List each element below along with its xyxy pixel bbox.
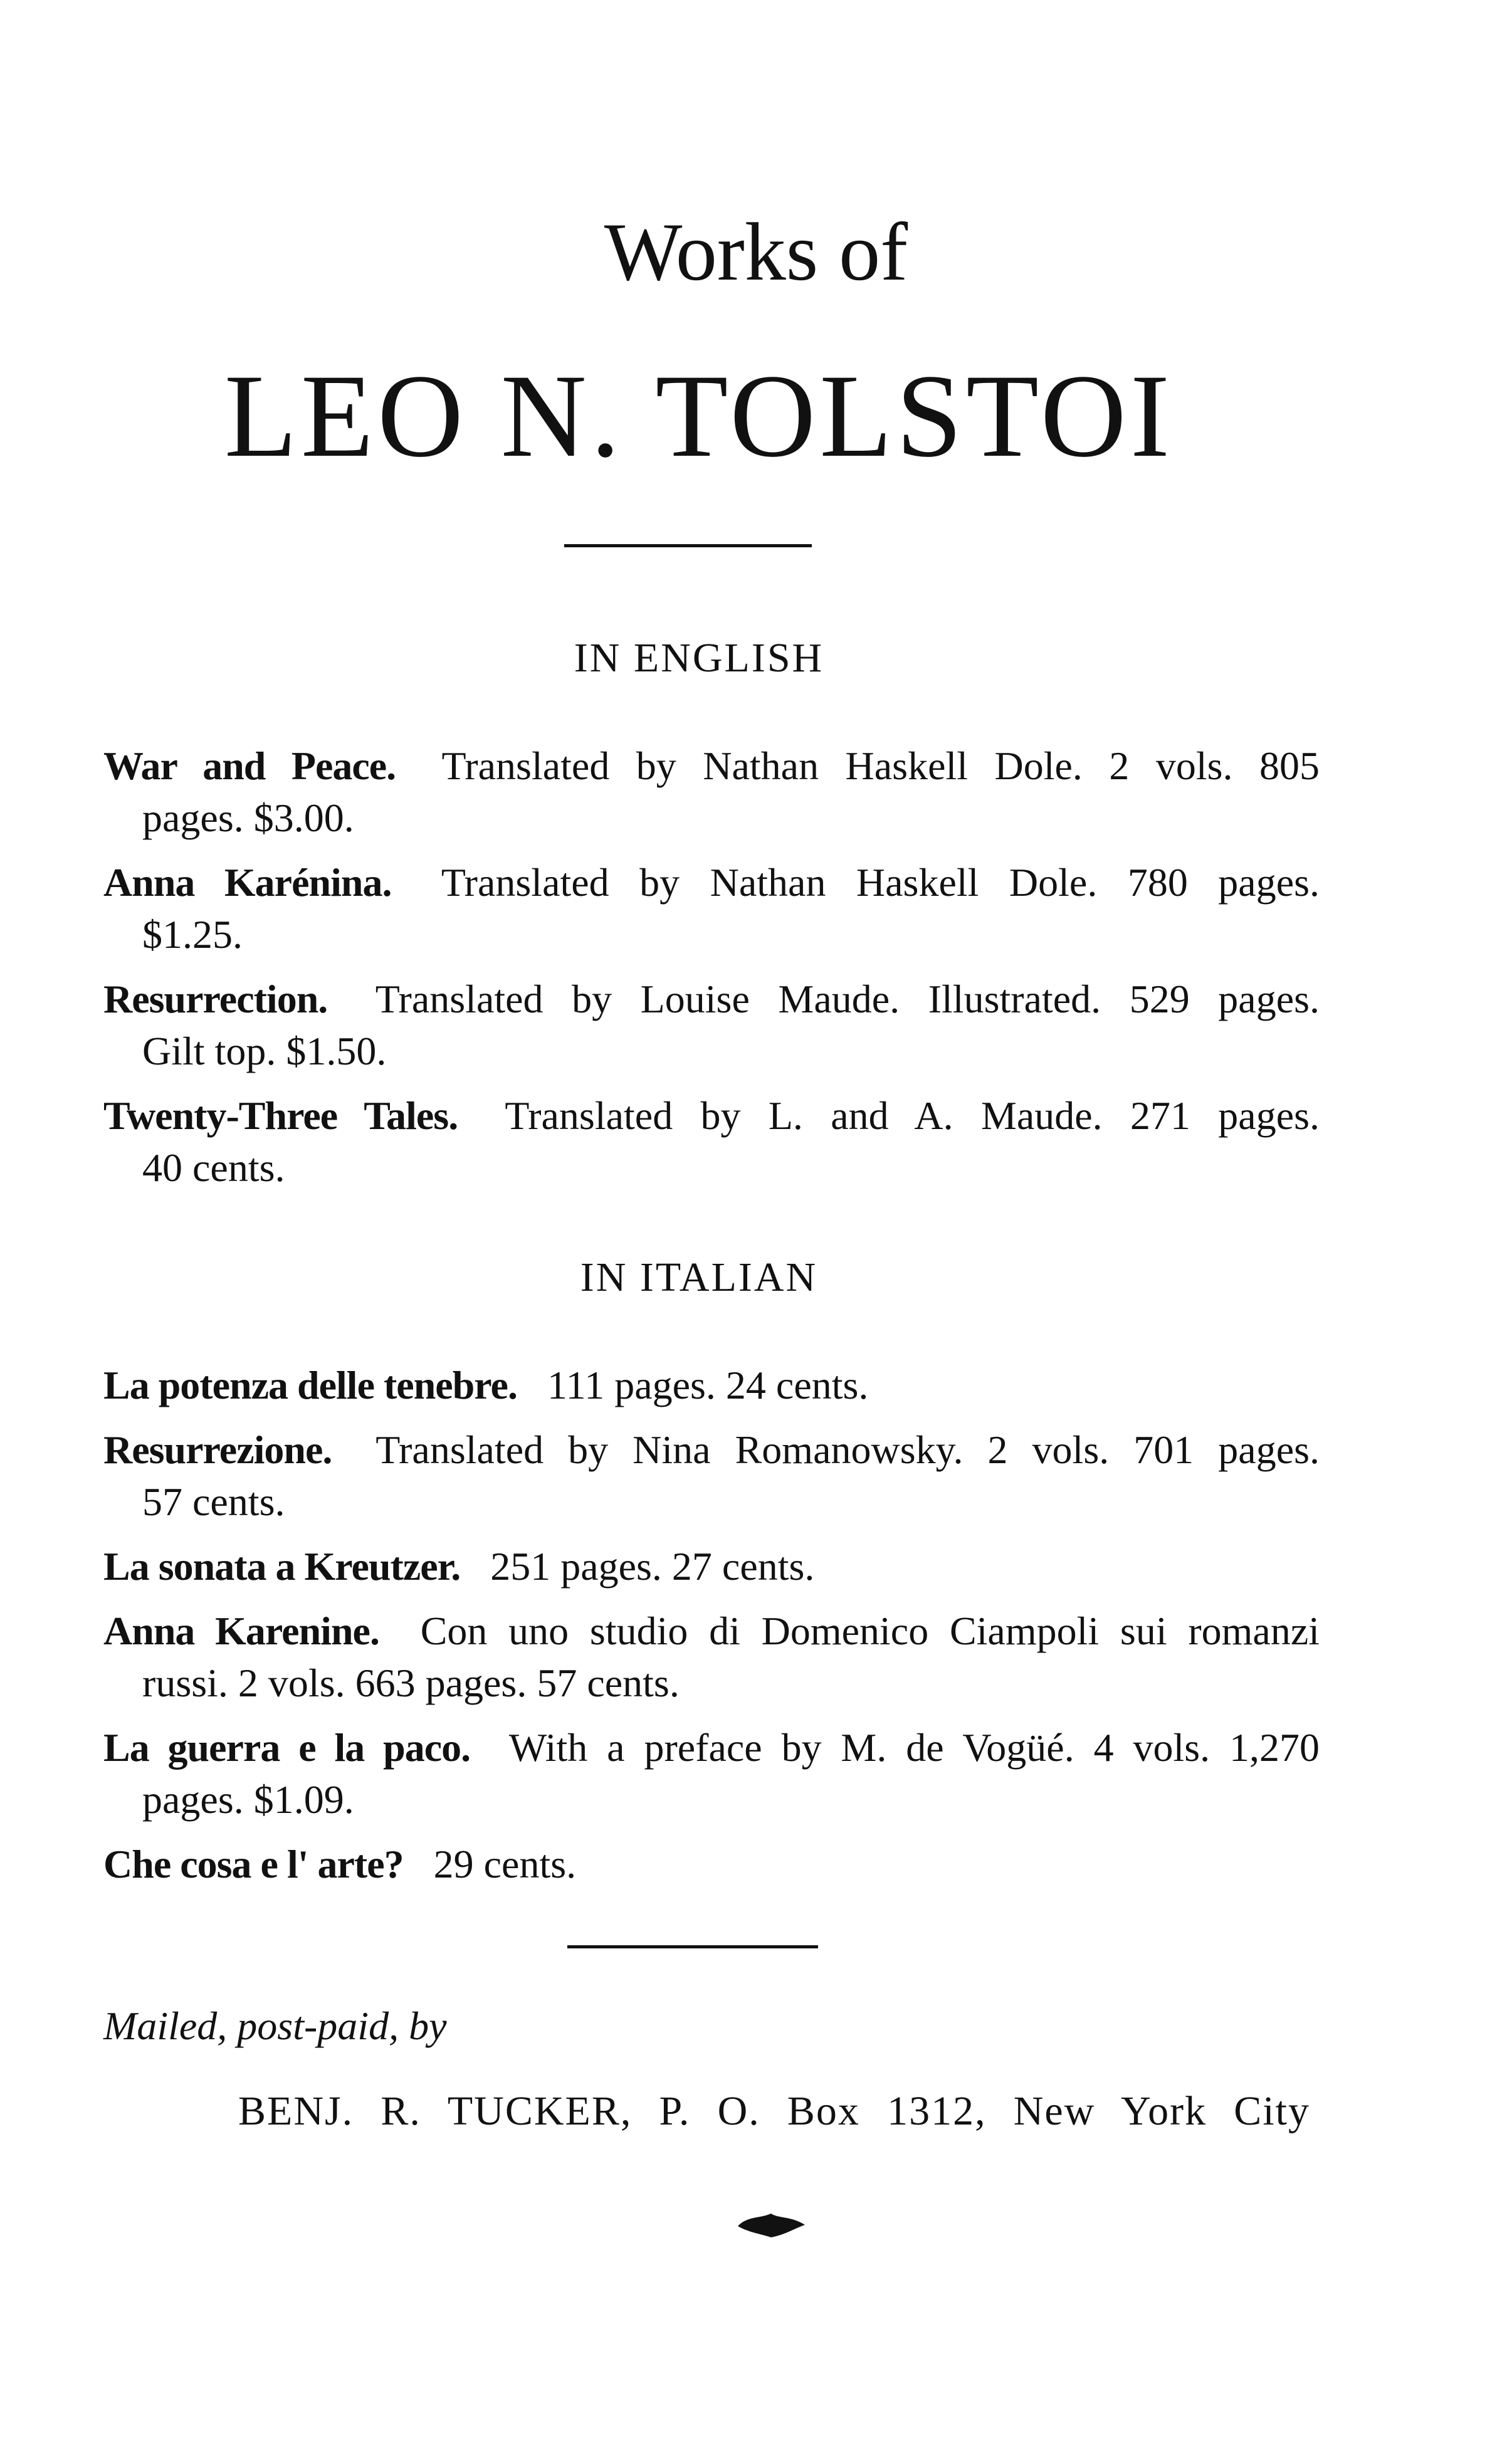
list-entry — [103, 1359, 1320, 1411]
list-entry — [103, 973, 1320, 1077]
entry-continuation: 57 cents. — [142, 1479, 285, 1524]
entry-continuation: pages. $1.09. — [142, 1777, 354, 1822]
entry-title: Anna Karenine. — [103, 1609, 379, 1653]
entry-line — [103, 1540, 1320, 1592]
english-list — [103, 740, 1320, 1206]
entry-line — [103, 1090, 1320, 1142]
entry-line — [103, 1424, 1320, 1476]
publisher-address: BENJ. R. TUCKER, P. O. Box 1312, New York City — [238, 2088, 1310, 2134]
entry-details: Translated by Nathan Haskell Dole. 780 pages. — [441, 860, 1320, 905]
entry-line — [103, 1721, 1320, 1773]
entry-continuation: Gilt top. $1.50. — [142, 1029, 387, 1073]
list-entry — [103, 1540, 1320, 1592]
entry-details: With a preface by M. de Vogüé. 4 vols. 1,270 — [508, 1725, 1320, 1770]
section-heading-italian: IN ITALIAN — [580, 1254, 818, 1300]
entry-line — [103, 1838, 1320, 1890]
entry-line — [103, 1359, 1320, 1411]
list-entry — [103, 1424, 1320, 1528]
entry-continuation: pages. $3.00. — [142, 796, 354, 840]
entry-details: Translated by Nina Romanowsky. 2 vols. 701 pages. — [375, 1427, 1320, 1472]
entry-title: La sonata a Kreutzer. — [103, 1544, 461, 1589]
entry-details: Translated by Nathan Haskell Dole. 2 vols. 805 — [441, 743, 1320, 788]
list-entry — [103, 1090, 1320, 1194]
entry-title: Resurrection. — [103, 977, 328, 1021]
section-heading-english: IN ENGLISH — [574, 635, 824, 681]
entry-title: Che cosa e l' arte? — [103, 1842, 404, 1886]
italian-list — [103, 1359, 1320, 1903]
entry-line — [103, 856, 1320, 908]
entry-line — [103, 973, 1320, 1025]
entry-continuation: russi. 2 vols. 663 pages. 57 cents. — [142, 1661, 680, 1705]
entry-details: 29 cents. — [433, 1842, 577, 1886]
entry-details: Translated by Louise Maude. Illustrated. 529 pages. — [375, 977, 1320, 1021]
entry-line — [103, 740, 1320, 792]
entry-details: 111 pages. 24 cents. — [547, 1363, 869, 1407]
divider — [564, 544, 812, 547]
list-entry — [103, 1838, 1320, 1890]
list-entry — [103, 740, 1320, 844]
ornament-icon — [735, 2210, 809, 2240]
mailed-note: Mailed, post-paid, by — [103, 2004, 447, 2048]
entry-details: Translated by L. and A. Maude. 271 pages. — [505, 1093, 1320, 1138]
heading-works-of: Works of — [604, 206, 908, 298]
entry-title: La potenza delle tenebre. — [103, 1363, 517, 1407]
list-entry — [103, 1721, 1320, 1826]
list-entry — [103, 1605, 1320, 1709]
entry-details: Con uno studio di Domenico Ciampoli sui romanzi — [420, 1609, 1320, 1653]
list-entry — [103, 856, 1320, 960]
entry-details: 251 pages. 27 cents. — [490, 1544, 815, 1589]
divider — [567, 1945, 818, 1948]
entry-continuation: 40 cents. — [142, 1145, 285, 1190]
entry-continuation: $1.25. — [142, 912, 243, 957]
entry-title: La guerra e la paco. — [103, 1725, 471, 1770]
entry-line — [103, 1605, 1320, 1657]
entry-title: Resurrezione. — [103, 1427, 332, 1472]
entry-title: Anna Karénina. — [103, 860, 392, 905]
author-name: LEO N. TOLSTOI — [224, 350, 1174, 482]
entry-title: Twenty-Three Tales. — [103, 1093, 458, 1138]
entry-title: War and Peace. — [103, 743, 396, 788]
